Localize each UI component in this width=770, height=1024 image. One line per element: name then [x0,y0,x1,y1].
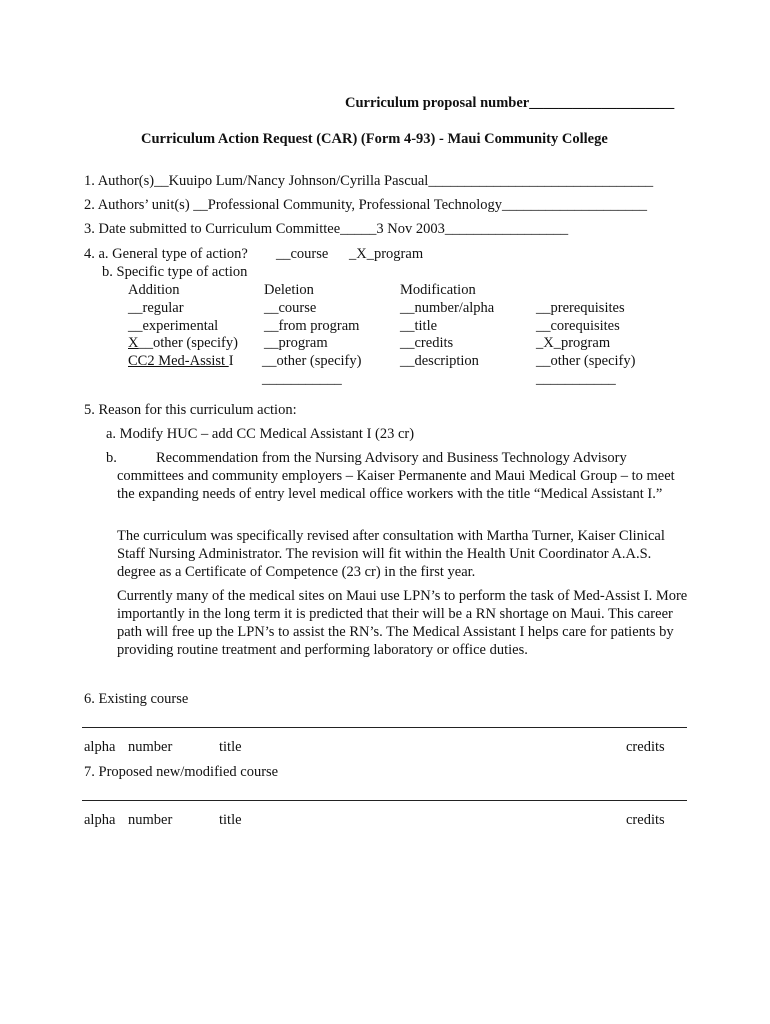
deletion-program: __program [264,335,328,351]
proposal-number-line: Curriculum proposal number____________________ [345,95,675,111]
modification-other-blank: ___________ [536,371,616,387]
modification-number-alpha: __number/alpha [400,300,495,316]
addition-other-text: __other (specify) [138,335,238,351]
deletion-other: __other (specify) [262,353,362,369]
proposed-alpha: alpha [84,812,116,828]
existing-course-rule [82,727,687,728]
addition-experimental: __experimental [128,318,219,334]
deletion-course: __course [264,300,317,316]
reason-b-paragraph: committees and community employers – Kaiser Permanente and Maui Medical Group – to meet the expanding needs of entry level medical office workers with the title “Medical Assistant I.” [117,468,675,502]
reason-a: a. Modify HUC – add CC Medical Assistant I (23 cr) [106,426,415,442]
deletion-header: Deletion [264,282,314,298]
deletion-from-program: __from program [264,318,360,334]
existing-course-label: 6. Existing course [84,691,189,707]
addition-other-mark: X [128,335,139,351]
proposed-number: number [128,812,173,828]
addition-other [128,334,238,352]
addition-regular: __regular [128,300,184,316]
proposed-credits: credits [626,812,665,828]
proposed-course-label: 7. Proposed new/modified course [84,764,279,780]
specific-type-label: b. Specific type of action [102,264,248,280]
addition-specify-underlined: CC2 Med-Assist [128,353,229,369]
existing-credits: credits [626,739,665,755]
proposed-title: title [219,812,242,828]
addition-specify-suffix: I [228,353,234,369]
addition-header: Addition [128,282,180,298]
deletion-other-blank: ___________ [262,371,342,387]
general-type-label: 4. a. General type of action? [84,246,248,262]
general-type-program: _X_program [349,246,424,262]
addition-specify-value [128,352,234,370]
form-title: Curriculum Action Request (CAR) (Form 4-93) - Maui Community College [141,131,608,147]
authors-unit-line: 2. Authors’ unit(s) __Professional Community, Professional Technology____________________ [84,197,647,213]
modification-corequisites: __corequisites [536,318,620,334]
existing-alpha: alpha [84,739,116,755]
modification-description: __description [400,353,479,369]
modification-header: Modification [400,282,476,298]
existing-number: number [128,739,173,755]
modification-title: __title [400,318,438,334]
modification-program: _X_program [536,335,611,351]
reason-paragraph-2: The curriculum was specifically revised after consultation with Martha Turner, Kaiser Clinical Staff Nursing Administrator. The revision will fit within the Health Unit Coordinator A.A.S. degree as a Certificate of Competence (23 cr) in the first year. [117,528,665,580]
proposed-course-rule [82,800,687,801]
general-type-course: __course [276,246,329,262]
reason-b-label: b. [106,450,117,466]
reason-label: 5. Reason for this curriculum action: [84,402,297,418]
reason-paragraph-3: Currently many of the medical sites on Maui use LPN’s to perform the task of Med-Assist I. More importantly in the long term it is predicted that their will be a RN shortage on Maui. This career path will free up the LPN’s to assist the RN’s. The Medical Assistant I helps care for patients by providing routine treatment and performing laboratory or office duties. [117,588,688,658]
existing-title: title [219,739,242,755]
authors-line: 1. Author(s)__Kuuipo Lum/Nancy Johnson/Cyrilla Pascual_______________________________ [84,173,654,189]
modification-prerequisites: __prerequisites [536,300,625,316]
modification-credits: __credits [400,335,454,351]
date-submitted-line: 3. Date submitted to Curriculum Committee_____3 Nov 2003_________________ [84,221,569,237]
reason-b-first-line: Recommendation from the Nursing Advisory and Business Technology Advisory [156,450,627,466]
modification-other: __other (specify) [536,353,636,369]
